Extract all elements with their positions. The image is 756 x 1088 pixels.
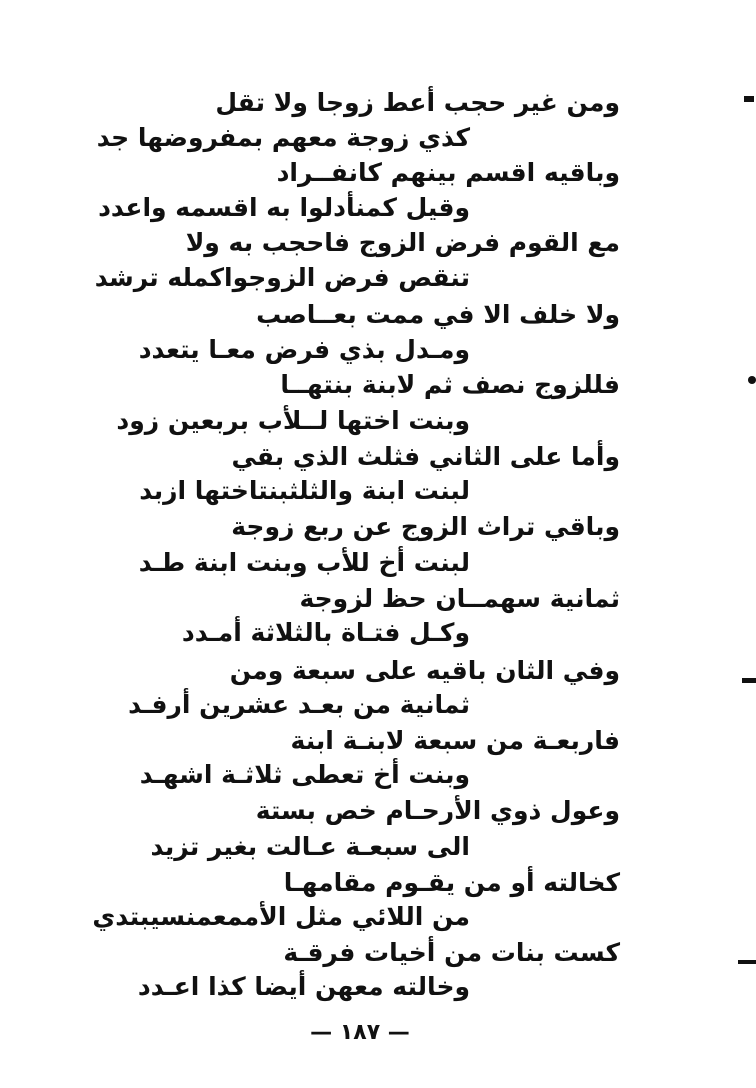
scan-edge-mark [744,96,754,102]
scan-edge-mark [738,960,756,964]
verse-7-first: وباقي تراث الزوج عن ربع زوجة [231,512,620,541]
verse-13-first: كست بنات من أخيات فرقـة [283,938,620,967]
verse-6-second: لبنت ابنة والثلثبنتاختها ازبد [139,476,470,505]
verse-9-second: ثمانية من بعـد عشرين أرفـد [128,690,470,719]
verse-1-first: ومن غير حجب أعط زوجا ولا تقل [215,88,620,117]
scan-edge-mark [748,376,756,384]
scan-edge-mark [742,678,756,683]
verse-11-first: وعول ذوي الأرحـام خص بستة [255,796,620,825]
verse-6-first: وأما على الثاني فثلث الذي بقي [231,442,620,471]
verse-12-second: من اللائي مثل الأممعمنسيبتدي [92,902,470,931]
verse-8-first: ثمانية سهمــان حظ لزوجة [299,584,620,613]
verse-12-first: كخالته أو من يقـوم مقامهـا [283,868,620,897]
verse-10-second: وبنت أخ تعطى ثلاثـة اشهـد [139,760,470,789]
verse-8-second: وكـل فتـاة بالثلاثة أمـدد [181,618,470,647]
verse-9-first: وفي الثان باقيه على سبعة ومن [229,656,620,685]
verse-10-first: فاربعـة من سبعة لابنـة ابنة [290,726,620,755]
verse-2-second: وقيل كمنأدلوا به اقسمه واعدد [98,193,470,222]
verse-5-second: وبنت اختها لــلأب بربعين زود [116,406,470,435]
verse-2-first: وباقيه اقسم بينهم كانفــراد [276,158,620,187]
verse-1-second: كذي زوجة معهم بمفروضها جد [96,123,470,152]
verse-11-second: الى سبعـة عـالت بغير تزيد [150,832,470,861]
verse-3-second: تنقص فرض الزوجواكمله ترشد [94,263,470,292]
verse-4-first: ولا خلف الا في ممت بعــاصب [256,300,620,329]
verse-5-first: فللزوج نصف ثم لابنة بنتهــا [280,370,620,399]
verse-3-first: مع القوم فرض الزوج فاحجب به ولا [185,228,620,257]
verse-4-second: ومـدل بذي فرض معـا يتعدد [138,335,470,364]
page-number: — ١٨٧ — [310,1020,410,1045]
verse-7-second: لبنت أخ للأب وبنت ابنة طـد [138,548,470,577]
verse-13-second: وخالته معهن أيضا كذا اعـدد [137,972,470,1001]
